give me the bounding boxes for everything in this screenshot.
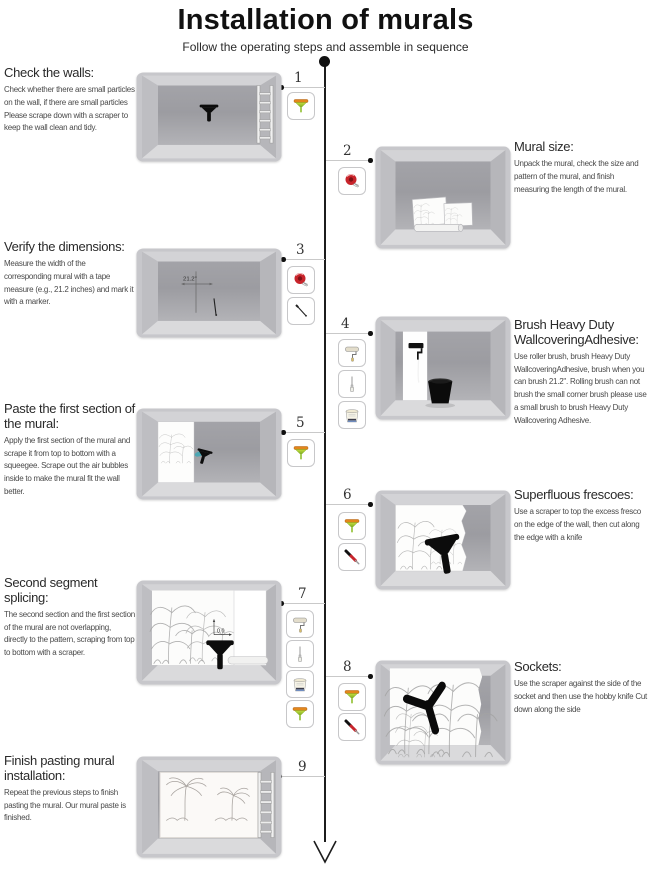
step-illustration (136, 248, 282, 338)
step-illustration (136, 580, 282, 685)
step-body: Check whether there are small particles on the wall, if there are small particles Please scrape down with a scraper to keep the wall clean and tidy. (4, 84, 135, 133)
step-heading: Verify the dimensions: (4, 239, 125, 254)
step-number: 6 (343, 487, 352, 503)
step-heading: Sockets: (514, 659, 562, 674)
step-illustration (375, 316, 511, 420)
mural-strip (158, 422, 194, 483)
step-heading: Superfluous frescoes: (514, 487, 634, 502)
step-body: Measure the width of the corresponding mural with a tape measure (e.g., 21.2 inches) and mark it with a marker. (4, 258, 134, 307)
step-number: 2 (343, 143, 352, 159)
step-body: Unpack the mural, check the size and pattern of the mural, and finish measuring the length of the mural. (514, 158, 639, 194)
step-heading: Mural size: (514, 139, 574, 154)
blank-strip (234, 591, 266, 666)
roller-brush-icon (338, 339, 366, 367)
timeline-line (324, 62, 326, 842)
connector-line (279, 776, 325, 777)
dimension-label: 0.0 (217, 628, 225, 635)
step-body: Apply the first section of the mural and scrape it from top to bottom with a squeegee. Scrape out the air bubbles inside to make the mural fit the wall better. (4, 435, 131, 497)
step-text (4, 754, 135, 825)
step-heading: Second segment splicing: (4, 575, 98, 605)
squeegee-icon (338, 512, 366, 540)
connector-dot (368, 158, 373, 163)
connector-line (281, 603, 325, 604)
step-number: 3 (296, 242, 305, 258)
bucket-silhouette (428, 378, 452, 403)
mural-panel (412, 197, 447, 226)
step-text (4, 402, 135, 499)
step-illustration (375, 146, 511, 249)
step-illustration (136, 72, 282, 162)
squeegee-icon (286, 700, 314, 728)
step-text (514, 660, 649, 716)
connector-dot (368, 331, 373, 336)
step-body: Use roller brush, brush Heavy Duty WallcoveringAdhesive, brush when you can brush 21.2". Rolling brush can not brush the small corner brush please use a small brush to brush Heavy Duty Wallcovering Adhesive. (514, 351, 647, 425)
step-illustration (136, 408, 282, 500)
page-subtitle: Follow the operating steps and assemble in sequence (182, 40, 469, 54)
page-title: Installation of murals (177, 4, 474, 36)
connector-line (326, 160, 371, 161)
step-illustration (375, 490, 511, 590)
connector-dot (368, 674, 373, 679)
step-text (4, 576, 135, 660)
step-illustration (375, 660, 511, 765)
small-brush-icon (338, 370, 366, 398)
step-body: The second section and the first section of the mural are not overlapping, directly to the pattern, scraping from top to bottom with a scraper. (4, 609, 135, 658)
finished-mural (160, 772, 258, 837)
roller-brush-icon (286, 610, 314, 638)
step-body: Use a scraper to top the excess fresco on the edge of the wall, then cut along the edge with a knife (514, 506, 642, 542)
step-body: Repeat the previous steps to finish pasting the mural. Our mural paste is finished. (4, 787, 126, 823)
connector-line (326, 504, 371, 505)
marker-icon (287, 297, 315, 325)
mural-panel (444, 203, 473, 227)
connector-line (326, 676, 371, 677)
connector-line (326, 333, 371, 334)
dimension-label: 21.2" (183, 276, 197, 283)
step-number: 5 (296, 415, 305, 431)
step-heading: Brush Heavy Duty WallcoveringAdhesive: (514, 317, 639, 347)
adhesive-strip (403, 332, 427, 401)
step-text (514, 488, 649, 544)
step-text (4, 240, 135, 309)
knife-icon (338, 713, 366, 741)
mural-roll (228, 657, 268, 664)
step-number: 7 (298, 586, 307, 602)
connector-line (281, 87, 325, 88)
step-illustration (136, 756, 282, 858)
tape-measure-icon (287, 266, 315, 294)
adhesive-bucket-icon (286, 670, 314, 698)
mural-roll (414, 224, 461, 231)
step-body: Use the scraper against the side of the socket and then use the hobby knife Cut down along the side (514, 678, 648, 714)
step-heading: Check the walls: (4, 65, 94, 80)
timeline-start-dot (319, 56, 330, 67)
timeline-end-arrow-icon (311, 838, 339, 866)
connector-line (283, 259, 325, 260)
connector-line (283, 432, 325, 433)
small-brush-icon (286, 640, 314, 668)
step-number: 9 (298, 759, 307, 775)
step-number: 4 (341, 316, 350, 332)
step-number: 8 (343, 659, 352, 675)
squeegee-icon (338, 683, 366, 711)
step-heading: Finish pasting mural installation: (4, 753, 115, 783)
step-heading: Paste the first section of the mural: (4, 401, 135, 431)
tape-measure-icon (338, 167, 366, 195)
squeegee-icon (287, 439, 315, 467)
adhesive-bucket-icon (338, 401, 366, 429)
knife-icon (338, 543, 366, 571)
squeegee-icon (287, 92, 315, 120)
connector-dot (368, 502, 373, 507)
step-number: 1 (294, 70, 303, 86)
step-text (514, 140, 649, 196)
step-text (514, 318, 649, 428)
step-text (4, 66, 135, 135)
